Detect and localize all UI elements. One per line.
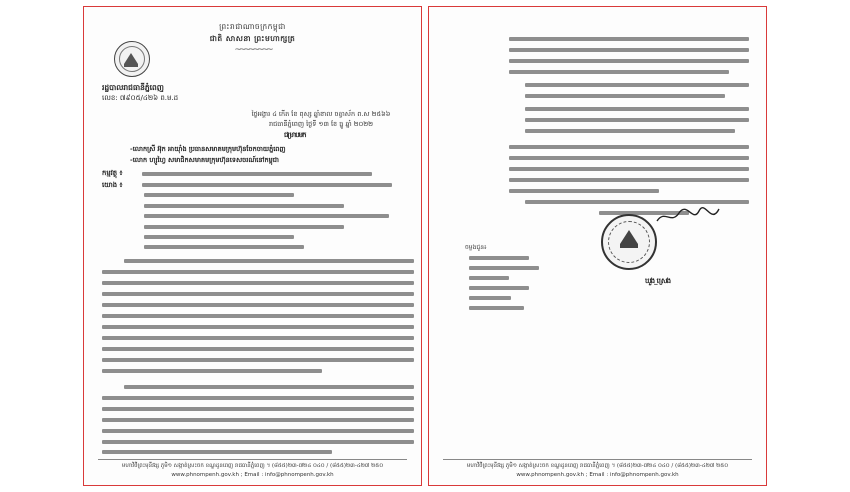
text-line: [102, 270, 414, 274]
date-lunar: ថ្ងៃអង្គារ ៤ កើត ខែ ពុស្ស ឆ្នាំខាល ចត្វាស័ក ព.ស ២៥៦៦: [251, 110, 391, 118]
text-line: [102, 325, 414, 329]
kingdom-heading: ព្រះរាជាណាចក្រកម្ពុជា: [219, 22, 286, 31]
text-line: [509, 37, 749, 41]
footer-address: មហាវិថីព្រះមុនីវង្ស ភូមិ១ សង្កាត់ស្រះចក ខណ្ឌដូនពេញ រាជធានីភ្នំពេញ ។ (៨៥៥)២៣-៧២៤ ០៤០ / (៨៥៥)២៣-៤២៧ ២៥០: [121, 463, 384, 469]
text-line: [509, 59, 749, 63]
subject-label: កម្មវត្ថុ ៖: [102, 169, 123, 177]
text-line: [509, 145, 749, 149]
official-seal-icon: [601, 214, 657, 270]
text-line: [525, 129, 735, 133]
letter-page-1: [83, 6, 422, 486]
text-line: [102, 314, 414, 318]
text-line: [144, 214, 389, 218]
footer-divider: [443, 459, 752, 460]
text-line: [102, 440, 414, 444]
text-line: [509, 70, 729, 74]
text-line: [525, 200, 749, 204]
text-line: [469, 286, 529, 290]
issuer-name: រដ្ឋបាលរាជធានីភ្នំពេញ: [102, 83, 164, 92]
text-line: [102, 336, 414, 340]
text-line: [509, 156, 749, 160]
text-line: [102, 303, 414, 307]
text-line: [144, 245, 304, 249]
signer-name: ឃួង_ស្រេង: [645, 277, 671, 285]
salutation: ជម្រាបមក: [284, 131, 306, 139]
footer-address: មហាវិថីព្រះមុនីវង្ស ភូមិ១ សង្កាត់ស្រះចក ខណ្ឌដូនពេញ រាជធានីភ្នំពេញ ។ (៨៥៥)២៣-៧២៤ ០៤០ / (៨៥៥)២៣-៤២៧ ២៥០: [466, 463, 729, 469]
text-line: [142, 172, 372, 176]
text-line: [102, 396, 414, 400]
text-line: [509, 178, 749, 182]
text-line: [509, 48, 749, 52]
text-line: [102, 358, 414, 362]
text-line: [102, 292, 414, 296]
text-line: [525, 118, 749, 122]
reference-label: យោង ៖: [102, 181, 123, 189]
text-line: [144, 225, 344, 229]
text-line: [144, 235, 294, 239]
text-line: [525, 94, 725, 98]
text-line: [469, 306, 524, 310]
footer-web: www.phnompenh.gov.kh ; Email : info@phnompenh.gov.kh: [171, 472, 334, 478]
text-line: [102, 429, 414, 433]
cc-label: ចម្លងជូន៖: [465, 244, 487, 251]
text-line: [469, 266, 539, 270]
text-line: [509, 189, 659, 193]
text-line: [509, 167, 749, 171]
text-line: [102, 418, 414, 422]
text-line: [144, 193, 294, 197]
date-solar: រាជធានីភ្នំពេញ ថ្ងៃទី ១៣ ខែ ធ្នូ ឆ្នាំ ២០២២: [268, 120, 374, 128]
letter-page-2: [428, 6, 767, 486]
text-line: [469, 276, 509, 280]
text-line: [102, 281, 414, 285]
text-line: [525, 107, 749, 111]
city-emblem-icon: [114, 41, 150, 77]
text-line: [102, 450, 332, 454]
text-line: [525, 83, 749, 87]
national-motto: ជាតិ សាសនា ព្រះមហាក្សត្រ: [209, 34, 296, 43]
text-line: [469, 296, 511, 300]
recipient-2: -លោក ហ្សូហ្វៃ សមាជិកសមាគមក្រុមហ៊ុនទេសចរណ៍នៅកម្ពុជា: [130, 156, 279, 164]
footer-divider: [98, 459, 407, 460]
text-line: [124, 385, 414, 389]
text-line: [469, 256, 529, 260]
text-line: [144, 204, 344, 208]
text-line: [124, 259, 414, 263]
recipient-1: -លោកស្រី អ៊ុក អាយ៉ាំង ប្រធានសមាគមក្រុមហ៊ុនចែកចាយភ្នំពេញ: [130, 145, 286, 153]
header-flourish: ~~~~~~~~: [234, 45, 271, 55]
text-line: [102, 407, 414, 411]
document-number: លេខ: ៧៩០៥/៤២៦ ព.ម.ដ: [102, 94, 179, 102]
text-line: [102, 369, 322, 373]
footer-web: www.phnompenh.gov.kh ; Email : info@phnompenh.gov.kh: [516, 472, 679, 478]
text-line: [102, 347, 414, 351]
signature-scribble: [653, 205, 723, 227]
text-line: [142, 183, 392, 187]
